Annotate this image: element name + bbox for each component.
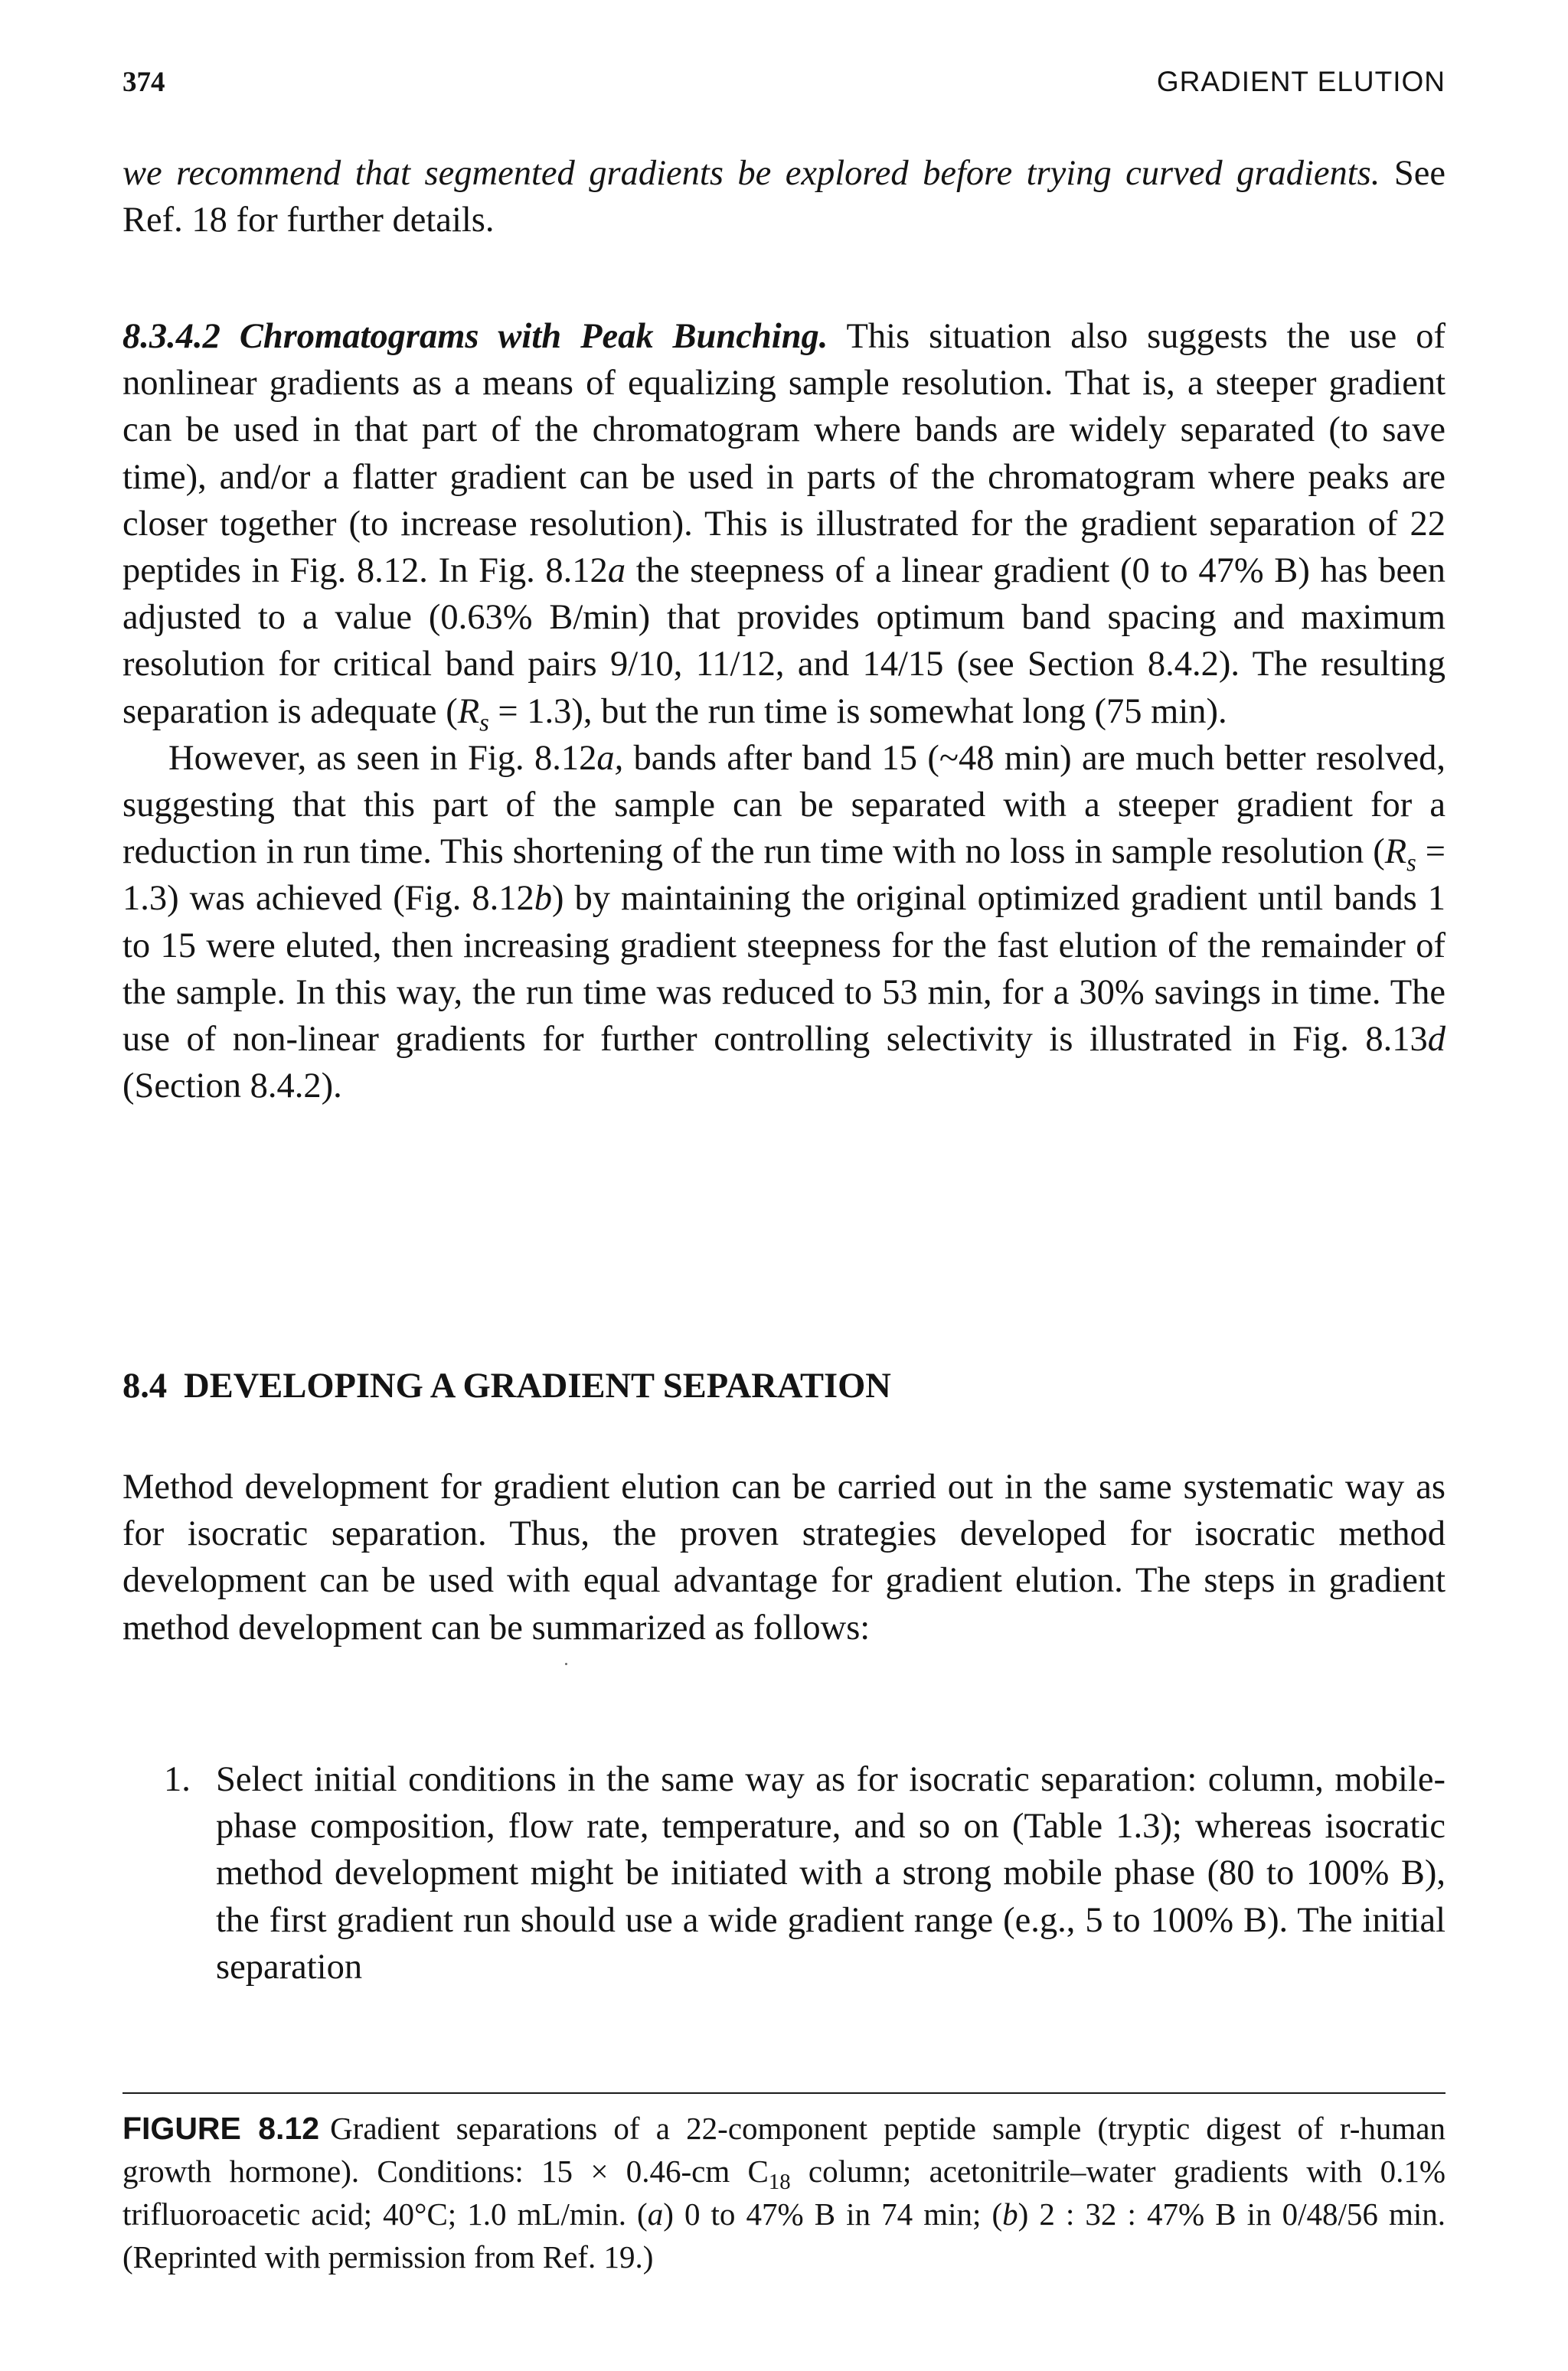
caption-part-a: a (647, 2196, 664, 2232)
caption-text-a: Gradient separations of a 22-component peptide sample (tryptic digest of r-human growth hormone). Conditions: 15 × 0.46-cm C (122, 2111, 1446, 2189)
fig-ref-italic: a (607, 551, 626, 591)
fig-ref-italic: a, (596, 738, 624, 778)
caption-rule (122, 2092, 1446, 2094)
rs-symbol: R (457, 691, 480, 731)
subsection-p2-text-e: (Section 8.4.2). (122, 1066, 342, 1106)
intro-paragraph (122, 150, 1446, 243)
intro-italic-text: we recommend that segmented gradients be explored before trying curved gradients. (122, 154, 1380, 193)
subsection-p2-text-a: However, as seen in Fig. 8.12 (168, 738, 597, 778)
intro-rest-text: See Ref. 18 for further details. (122, 154, 1446, 240)
caption-text-c: ) 0 to 47% B in 74 min; ( (663, 2196, 1003, 2232)
rs-subscript: s (479, 708, 489, 736)
subsection-title: Chromatograms with Peak Bunching. (239, 317, 828, 356)
page-header (122, 66, 1446, 112)
subsection-p2-text-b: bands after band 15 (~48 min) are much better resolved, suggesting that this part of the sample can be separated with a steeper gradient for a reduction in run time. This shortening of the run time with no loss in sample resolution ( (122, 738, 1446, 872)
subsection-number: 8.3.4.2 (122, 317, 220, 356)
section-intro-paragraph: Method development for gradient elution can be carried out in the same systematic way as for isocratic separation. Thus, the proven strategies developed for isocratic method development can be used with equal advantage for gradient elution. The steps in gradient method development can be summarized as follows: (122, 1468, 1446, 1648)
subsection-p2-text-c: = 1.3) was achieved (Fig. 8.12 (122, 832, 1446, 919)
list-marker: 1. (164, 1760, 191, 1799)
page-number: 374 (122, 67, 165, 98)
rs-subscript: s (1406, 849, 1416, 877)
fig-ref-italic: d (1427, 1020, 1446, 1060)
section-intro (122, 1464, 1446, 1651)
figure-caption (122, 2107, 1446, 2278)
section-number: 8.4 (122, 1367, 168, 1406)
running-head: GRADIENT ELUTION (1156, 66, 1446, 97)
steps-list (164, 1756, 1446, 1991)
section-heading (122, 1363, 891, 1409)
caption-text-d: ) 2 : 32 : 47% B in 0/48/56 min. (Reprinted with permission from Ref. 19.) (122, 2196, 1446, 2275)
caption-subscript: 18 (768, 2170, 791, 2195)
subsection-p2-text-d: ) by maintaining the original optimized gradient until bands 1 to 15 were eluted, then increasing gradient steepness for the fast elution of the remainder of the sample. In this way, the run time was reduced to 53 min, for a 30% savings in time. The use of non-linear gradients for further controlling selectivity is illustrated in Fig. 8.13 (122, 879, 1446, 1060)
section-title: DEVELOPING A GRADIENT SEPARATION (184, 1367, 891, 1406)
rs-symbol: R (1384, 832, 1407, 872)
subsection-p1-text: This situation also suggests the use of nonlinear gradients as a means of equalizing sample resolution. That is, a steeper gradient can be used in that part of the chromatogram where bands are widely separated (to save time), and/or a flatter gradient can be used in parts of the chromatogram where peaks are closer together (to increase resolution). This is illustrated for the gradient separation of 22 peptides in Fig. 8.12. In Fig. 8.12 (122, 317, 1446, 591)
figure-label: FIGURE 8.12 (122, 2111, 320, 2146)
list-item (164, 1756, 1446, 1991)
fig-ref-italic: b (534, 879, 552, 919)
caption-part-b: b (1002, 2196, 1018, 2232)
subsection-paragraph-2 (122, 735, 1446, 1110)
list-item-text: Select initial conditions in the same way as for isocratic separation: column, mobile-phase composition, flow rate, temperature, and so on (Table 1.3); whereas isocratic method development might be initiated with a strong mobile phase (80 to 100% B), the first gradient run should use a wide gradient range (e.g., 5 to 100% B). The initial separation (216, 1760, 1446, 1987)
subsection-p1-text-b: the steepness of a linear gradient (0 to 47% B) has been adjusted to a value (0.63% B/min) that provides optimum band spacing and maximum resolution for critical band pairs 9/10, 11/12, and 14/15 (see Section 8.4.2). The resulting separation is adequate ( (122, 551, 1446, 731)
subsection-p1-text-c: = 1.3), but the run time is somewhat long (75 min). (488, 691, 1227, 731)
subsection-paragraph-1 (122, 313, 1446, 735)
print-speck (565, 1663, 567, 1665)
subsection-body (122, 313, 1446, 1109)
caption-text-b: column; acetonitrile–water gradients with 0.1% trifluoroacetic acid; 40°C; 1.0 mL/min. ( (122, 2154, 1446, 2232)
